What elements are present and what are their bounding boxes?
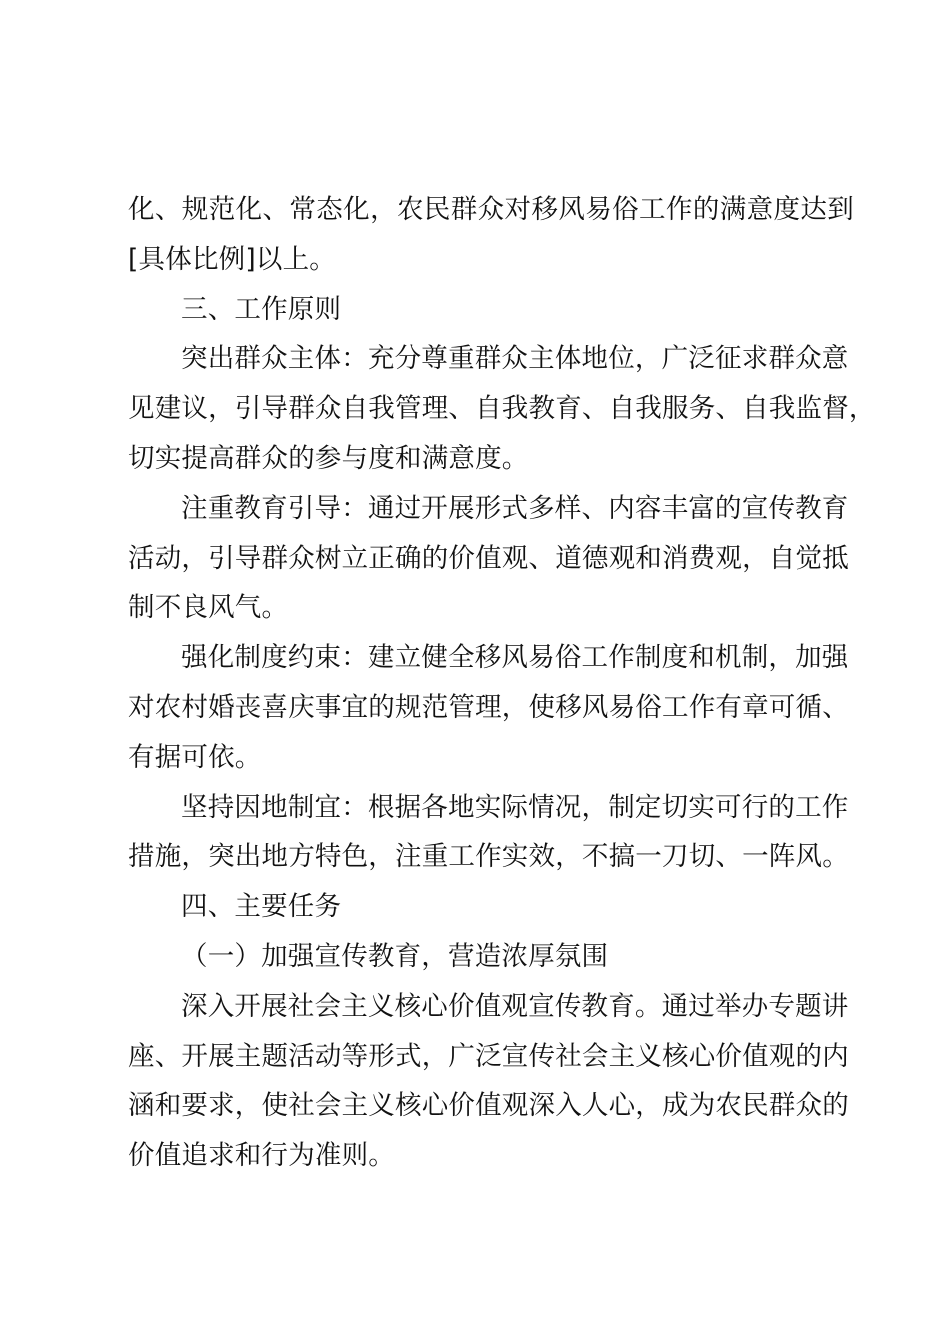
- subsection-heading: （一）加强宣传教育，营造浓厚氛围: [181, 940, 609, 972]
- text-line: 活动，引导群众树立正确的价值观、道德观和消费观，自觉抵: [128, 542, 849, 574]
- text-line: 对农村婚丧喜庆事宜的规范管理，使移风易俗工作有章可循、: [128, 691, 849, 723]
- text-line: 价值追求和行为准则。: [128, 1140, 395, 1172]
- document-body: [128, 185, 876, 1181]
- text-line: 化、规范化、常态化，农民群众对移风易俗工作的满意度达到: [128, 194, 854, 225]
- section-heading: 四、主要任务: [181, 891, 342, 923]
- text-line: 有据可依。: [128, 741, 262, 773]
- text-line: 见建议，引导群众自我管理、自我教育、自我服务、自我监督，: [128, 393, 876, 425]
- text-line: 座、开展主题活动等形式，广泛宣传社会主义核心价值观的内: [128, 1040, 849, 1072]
- text-line: 措施，突出地方特色，注重工作实效，不搞一刀切、一阵风。: [128, 841, 849, 873]
- text-line: 坚持因地制宜：根据各地实际情况，制定切实可行的工作: [181, 791, 849, 823]
- text-line: 深入开展社会主义核心价值观宣传教育。通过举办专题讲: [181, 990, 849, 1022]
- text-line: 制不良风气。: [128, 592, 289, 624]
- text-line: 注重教育引导：通过开展形式多样、内容丰富的宣传教育: [181, 492, 849, 524]
- text-line: 涵和要求，使社会主义核心价值观深入人心，成为农民群众的: [128, 1090, 849, 1122]
- section-heading: 三、工作原则: [181, 293, 342, 325]
- text-line: 突出群众主体：充分尊重群众主体地位，广泛征求群众意: [181, 343, 849, 375]
- text-line: [具体比例]以上。: [128, 243, 336, 275]
- text-line: 强化制度约束：建立健全移风易俗工作制度和机制，加强: [181, 642, 849, 674]
- text-line: 切实提高群众的参与度和满意度。: [128, 442, 529, 474]
